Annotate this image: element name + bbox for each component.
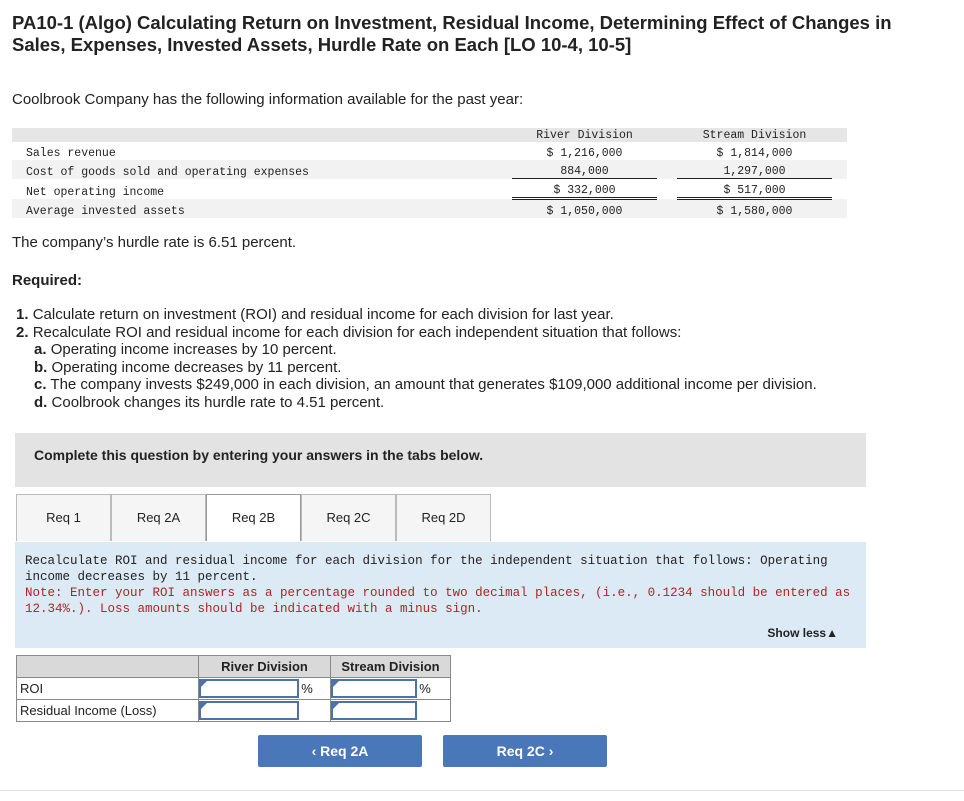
tab-instructions-panel bbox=[15, 542, 866, 648]
instructions-text: Complete this question by entering your answers in the tabs below. bbox=[34, 447, 484, 463]
tab-req-2b[interactable]: Req 2B bbox=[206, 494, 301, 541]
answer-stream-header: Stream Division bbox=[331, 656, 451, 678]
river-roi-input[interactable] bbox=[199, 679, 299, 698]
row-value: 884,000 bbox=[512, 160, 657, 179]
stream-residual-income-input[interactable] bbox=[331, 701, 417, 720]
row-label: Net operating income bbox=[26, 185, 165, 199]
river-residual-income-input[interactable] bbox=[199, 701, 299, 720]
instructions-banner bbox=[15, 433, 866, 487]
req-2d-text: Coolbrook changes its hurdle rate to 4.51 percent. bbox=[51, 393, 385, 411]
show-less-link[interactable]: Show less▲ bbox=[767, 626, 838, 640]
sub-letter: d. bbox=[34, 393, 48, 411]
row-value: $ 1,814,000 bbox=[716, 147, 793, 160]
river-division-header: River Division bbox=[512, 128, 657, 142]
row-value: 1,297,000 bbox=[677, 160, 832, 179]
requirements-list bbox=[16, 306, 817, 412]
req-1-text: Calculate return on investment (ROI) and residual income for each division for last year. bbox=[32, 306, 614, 323]
row-value: $ 1,216,000 bbox=[546, 147, 623, 160]
sub-letter: b. bbox=[34, 358, 48, 376]
req-2c-text: The company invests $249,000 in each division, an amount that generates $109,000 additional income per division. bbox=[50, 376, 817, 394]
next-req-button[interactable]: Req 2C › bbox=[443, 735, 607, 767]
tab-req-2d[interactable]: Req 2D bbox=[396, 494, 491, 541]
divider bbox=[0, 790, 964, 791]
answer-river-header: River Division bbox=[199, 656, 331, 678]
row-value: $ 517,000 bbox=[677, 179, 832, 199]
tab-req-2c[interactable]: Req 2C bbox=[301, 494, 396, 541]
row-value: $ 332,000 bbox=[512, 179, 657, 199]
stream-roi-input[interactable] bbox=[331, 679, 417, 698]
req-number: 2. bbox=[16, 323, 29, 341]
answer-table bbox=[16, 655, 451, 722]
percent-sign: % bbox=[419, 681, 431, 696]
row-label: Average invested assets bbox=[12, 199, 512, 219]
page-title: PA10-1 (Algo) Calculating Return on Investment, Residual Income, Determining Effect of Changes in Sales, Expenses, Invested Assets, Hurdle Rate on Each [LO 10-4, 10-5] bbox=[12, 12, 892, 55]
req-2-text: Recalculate ROI and residual income for each division for each independent situation that follows: bbox=[32, 323, 682, 341]
intro-text: Coolbrook Company has the following information available for the past year: bbox=[12, 91, 524, 108]
req-number: 1. bbox=[16, 306, 29, 323]
division-data-table bbox=[12, 128, 847, 218]
residual-income-label: Residual Income (Loss) bbox=[17, 700, 199, 722]
row-value: $ 1,580,000 bbox=[677, 199, 832, 219]
req-2a-text: Operating income increases by 10 percent. bbox=[50, 341, 337, 359]
panel-instruction: Recalculate ROI and residual income for each division for the independent situation that follows: Operating income decreases by 11 percent. bbox=[25, 554, 828, 584]
roi-label: ROI bbox=[17, 678, 199, 700]
stream-division-header: Stream Division bbox=[677, 128, 832, 142]
panel-note: Note: Enter your ROI answers as a percentage rounded to two decimal places, (i.e., 0.1234 should be entered as 12.34%.). Loss amounts should be indicated with a minus sign. bbox=[25, 586, 851, 616]
prev-req-button[interactable]: ‹ Req 2A bbox=[258, 735, 422, 767]
req-2b-text: Operating income decreases by 11 percent. bbox=[51, 358, 342, 376]
row-label: Sales revenue bbox=[26, 147, 116, 160]
percent-sign: % bbox=[301, 681, 313, 696]
required-heading: Required: bbox=[12, 272, 83, 289]
sub-letter: a. bbox=[34, 341, 47, 359]
tab-req-2a[interactable]: Req 2A bbox=[111, 494, 206, 541]
row-label: Cost of goods sold and operating expenses bbox=[12, 160, 512, 179]
row-value: $ 1,050,000 bbox=[512, 199, 657, 219]
tab-req-1[interactable]: Req 1 bbox=[16, 494, 111, 541]
sub-letter: c. bbox=[34, 376, 47, 394]
hurdle-rate-text: The company’s hurdle rate is 6.51 percent. bbox=[12, 234, 297, 251]
